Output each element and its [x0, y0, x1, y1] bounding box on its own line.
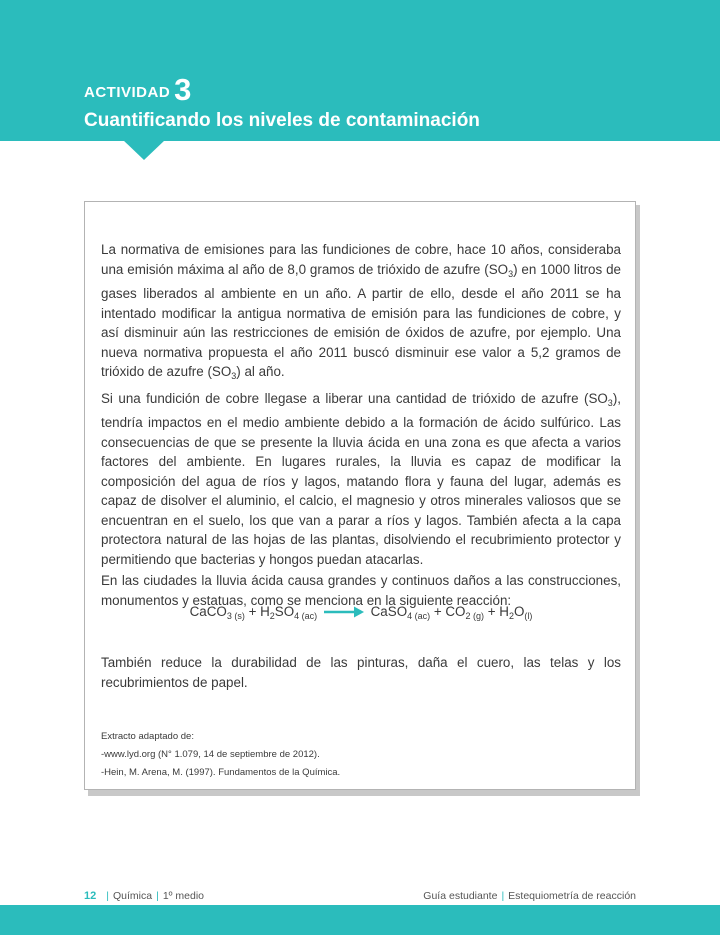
page-number: 12: [84, 890, 97, 902]
footer-subject: Química: [112, 890, 153, 902]
reaction-arrow-icon: [323, 606, 365, 618]
reading-text: [101, 240, 621, 612]
paragraph-4: También reduce la durabilidad de las pinturas, daña el cuero, las telas y los recubrimientos de papel.: [101, 655, 621, 690]
footer-topic: Estequiometría de reacción: [508, 890, 636, 902]
source-citation: [101, 728, 340, 782]
chemical-equation: CaCO$_{3 (s)}$ + $H_2SO_{4 (ac)}$ CaSO$_{4 (ac)}$ + $CO_{2 (g)} + H_2O_{(l)}$: [189, 604, 533, 621]
activity-word: ACTIVIDAD: [84, 84, 171, 101]
header-notch: [123, 140, 165, 160]
footer-left: 12 | Química | 1º medio: [84, 890, 205, 902]
footer-guide: Guía estudiante: [423, 890, 498, 902]
activity-label: [84, 72, 192, 108]
footer-band: [0, 905, 720, 935]
reading-text-end: [101, 653, 621, 694]
paragraph-1: La normativa de emisiones para las fundiciones de cobre, hace 10 años, consideraba una emisión máxima al año de 8,0 gramos de trióxido de azufre $(SO_3)$ en 1000 litros de gases liberados al ambiente en un año. A partir de ello, desde el año 2011 se ha intentado modificar la antigua normativa de emisión para las fundiciones de cobre, y así disminuir aún las restricciones de emisión de óxidos de azufre, por ejemplo. Una nueva normativa propuesta el año 2011 buscó disminuir ese valor a 5,2 gramos de trióxido de azufre $(SO_3)$ al año.: [101, 242, 621, 381]
paragraph-3: En las ciudades la lluvia ácida causa grandes y continuos daños a las construcciones, monumentos y estatuas, como se menciona en la siguiente reacción:: [101, 573, 621, 608]
source-heading: Extracto adaptado de:: [101, 731, 194, 742]
activity-number: 3: [174, 72, 192, 107]
source-line-1: -www.lyd.org (N° 1.079, 14 de septiembre de 2012).: [101, 749, 320, 760]
source-line-2: -Hein, M. Arena, M. (1997). Fundamentos de la Química.: [101, 767, 341, 778]
paragraph-2: Si una fundición de cobre llegase a liberar una cantidad de trióxido de azufre $(SO_3)$, tendría impactos en el medio ambiente debido a la formación de ácido sulfúrico. Las consecuencias de que se presente la lluvia ácida en una zona es que afecta a varios factores del ambiente. En lugares rurales, la lluvia es capaz de modificar la composición del agua de ríos y lagos, matando flora y fauna del lugar, además es capaz de disolver el aluminio, el calcio, el magnesio y otros minerales valiosos que se encuentran en el suelo, los que van a parar a ríos y lagos. También afecta a la capa protectora natural de las hojas de las plantas, disolviendo el recubrimiento protector y permitiendo que bacterias y hongos puedan atacarlas.: [101, 390, 621, 567]
footer-right: Guía estudiante | Estequiometría de reacción: [423, 890, 636, 902]
footer-level: 1º medio: [162, 890, 205, 902]
activity-title: Cuantificando los niveles de contaminación: [84, 110, 480, 131]
